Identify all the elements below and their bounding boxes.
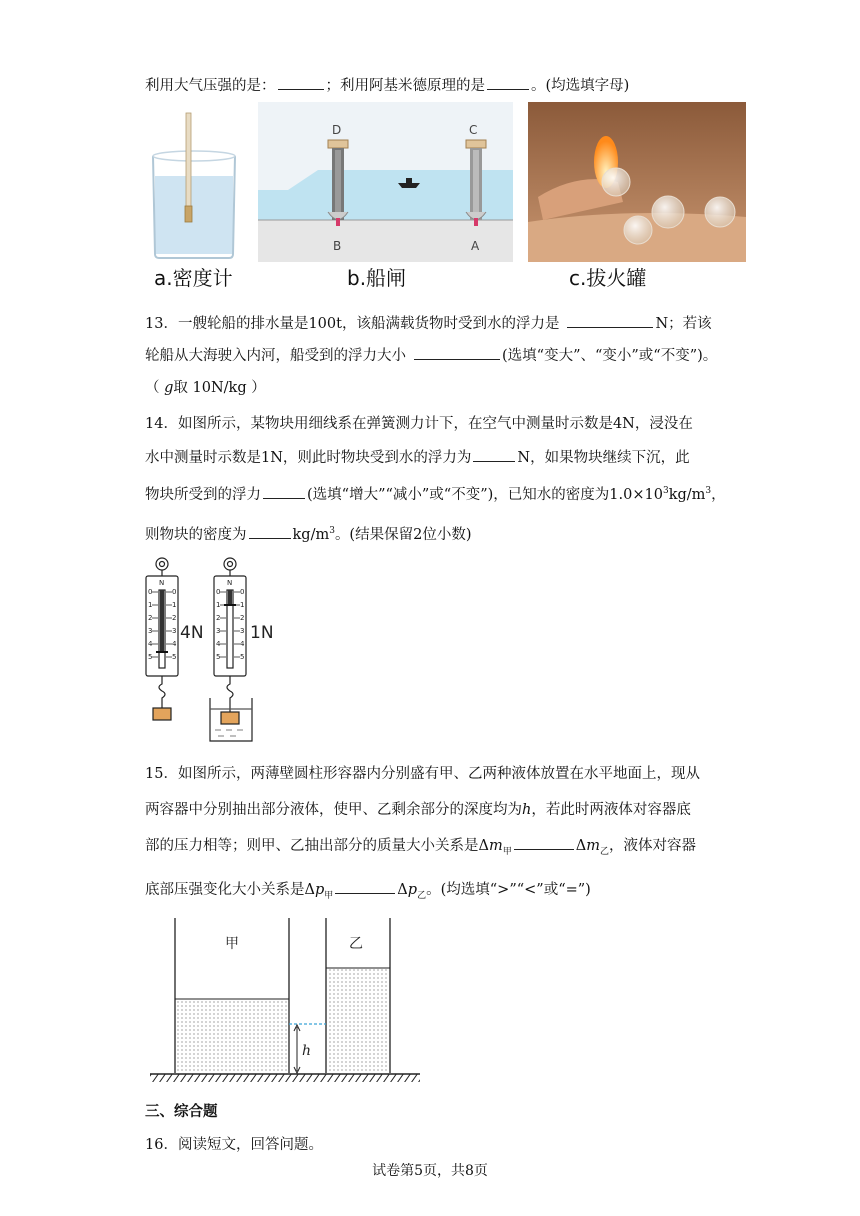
caption-c: c.拔火罐 bbox=[569, 266, 647, 290]
q15-line3: 部的压力相等；则甲、乙抽出部分的质量大小关系是$\Delta m_甲$ $\Delta m_乙$，液体对容器 bbox=[145, 834, 696, 857]
scale2-unit: N bbox=[227, 579, 233, 587]
svg-text:1: 1 bbox=[172, 601, 177, 609]
spring-scale-figure bbox=[140, 556, 290, 744]
q14-blank-1[interactable] bbox=[473, 447, 515, 462]
containers-figure bbox=[145, 913, 425, 1085]
q13-blank-2[interactable] bbox=[414, 345, 500, 360]
svg-text:4: 4 bbox=[240, 640, 245, 648]
q15-blank-2[interactable] bbox=[335, 879, 395, 894]
q16-line: 16．阅读短文，回答问题。 bbox=[145, 1137, 323, 1153]
svg-text:0: 0 bbox=[148, 588, 153, 596]
hydrometer-figure bbox=[145, 108, 245, 263]
section-heading: 三、综合题 bbox=[145, 1103, 218, 1120]
svg-text:3: 3 bbox=[216, 627, 221, 635]
q15-line1: 15．如图所示，两薄壁圆柱形容器内分别盛有甲、乙两种液体放置在水平地面上，现从 bbox=[145, 766, 700, 782]
q15-blank-1[interactable] bbox=[514, 835, 574, 850]
q14-line2: 水中测量时示数是1N，则此时物块受到水的浮力为 N，如果物块继续下沉，此 bbox=[145, 446, 690, 467]
ship-lock-figure bbox=[258, 102, 513, 262]
scale1-unit: N bbox=[159, 579, 165, 587]
label-jia: 甲 bbox=[225, 936, 239, 952]
q14-blank-3[interactable] bbox=[249, 524, 291, 539]
q14-line4: 则物块的密度为 $kg/m^3$。(结果保留2位小数) bbox=[145, 523, 471, 544]
svg-text:2: 2 bbox=[216, 614, 221, 622]
reading-1N: 1N bbox=[250, 623, 274, 643]
page-footer: 试卷第5页，共8页 bbox=[372, 1163, 488, 1179]
gate-label-C: C bbox=[469, 123, 478, 137]
svg-text:3: 3 bbox=[148, 627, 153, 635]
gate-label-D: D bbox=[332, 123, 342, 137]
q14-blank-2[interactable] bbox=[263, 484, 305, 499]
q14-line3: 物块所受到的浮力 (选填“增大”“减小”或“不变”)，已知水的密度为$1.0\times 10^3kg/m^3$， bbox=[145, 483, 726, 504]
svg-text:2: 2 bbox=[240, 614, 245, 622]
q13-line1: 13．一艘轮船的排水量是100t，该船满载货物时受到水的浮力是 N；若该 bbox=[145, 312, 712, 333]
q14-line1: 14．如图所示，某物块用细线系在弹簧测力计下，在空气中测量时示数是4N，浸没在 bbox=[145, 416, 693, 432]
valve-label-A: A bbox=[471, 239, 480, 253]
caption-b: b.船闸 bbox=[347, 266, 407, 290]
reading-4N: 4N bbox=[180, 623, 204, 643]
q12-line: 利用大气压强的是： ；利用阿基米德原理的是 。(均选填字母) bbox=[145, 74, 629, 95]
svg-text:3: 3 bbox=[240, 627, 245, 635]
q13-blank-1[interactable] bbox=[567, 313, 653, 328]
svg-text:2: 2 bbox=[172, 614, 177, 622]
svg-text:2: 2 bbox=[148, 614, 153, 622]
answer-blank-2[interactable] bbox=[487, 75, 529, 90]
svg-text:1: 1 bbox=[216, 601, 221, 609]
svg-text:4: 4 bbox=[148, 640, 153, 648]
cupping-photo bbox=[528, 102, 746, 262]
answer-blank-1[interactable] bbox=[278, 75, 324, 90]
svg-text:0: 0 bbox=[240, 588, 245, 596]
svg-text:0: 0 bbox=[216, 588, 221, 596]
svg-text:5: 5 bbox=[216, 653, 221, 661]
q13-line2: 轮船从大海驶入内河，船受到的浮力大小 (选填“变大”、“变小”或“不变”)。 bbox=[145, 344, 717, 365]
q13-line3: （ g取 10N/kg ） bbox=[145, 380, 266, 396]
q15-line4: 底部压强变化大小关系是$\Delta p_甲$ $\Delta p_乙$。(均选填“>”“<”或“=”) bbox=[145, 878, 591, 901]
svg-text:1: 1 bbox=[148, 601, 153, 609]
caption-a: a.密度计 bbox=[154, 266, 233, 290]
svg-text:5: 5 bbox=[172, 653, 177, 661]
q15-line2: 两容器中分别抽出部分液体，使甲、乙剩余部分的深度均为h，若此时两液体对容器底 bbox=[145, 802, 691, 818]
svg-text:0: 0 bbox=[172, 588, 177, 596]
svg-text:3: 3 bbox=[172, 627, 177, 635]
label-yi: 乙 bbox=[349, 936, 363, 952]
svg-text:5: 5 bbox=[148, 653, 153, 661]
svg-text:4: 4 bbox=[216, 640, 221, 648]
svg-text:1: 1 bbox=[240, 601, 245, 609]
label-h: h bbox=[302, 1043, 312, 1059]
svg-text:5: 5 bbox=[240, 653, 245, 661]
valve-label-B: B bbox=[333, 239, 342, 253]
svg-text:4: 4 bbox=[172, 640, 177, 648]
